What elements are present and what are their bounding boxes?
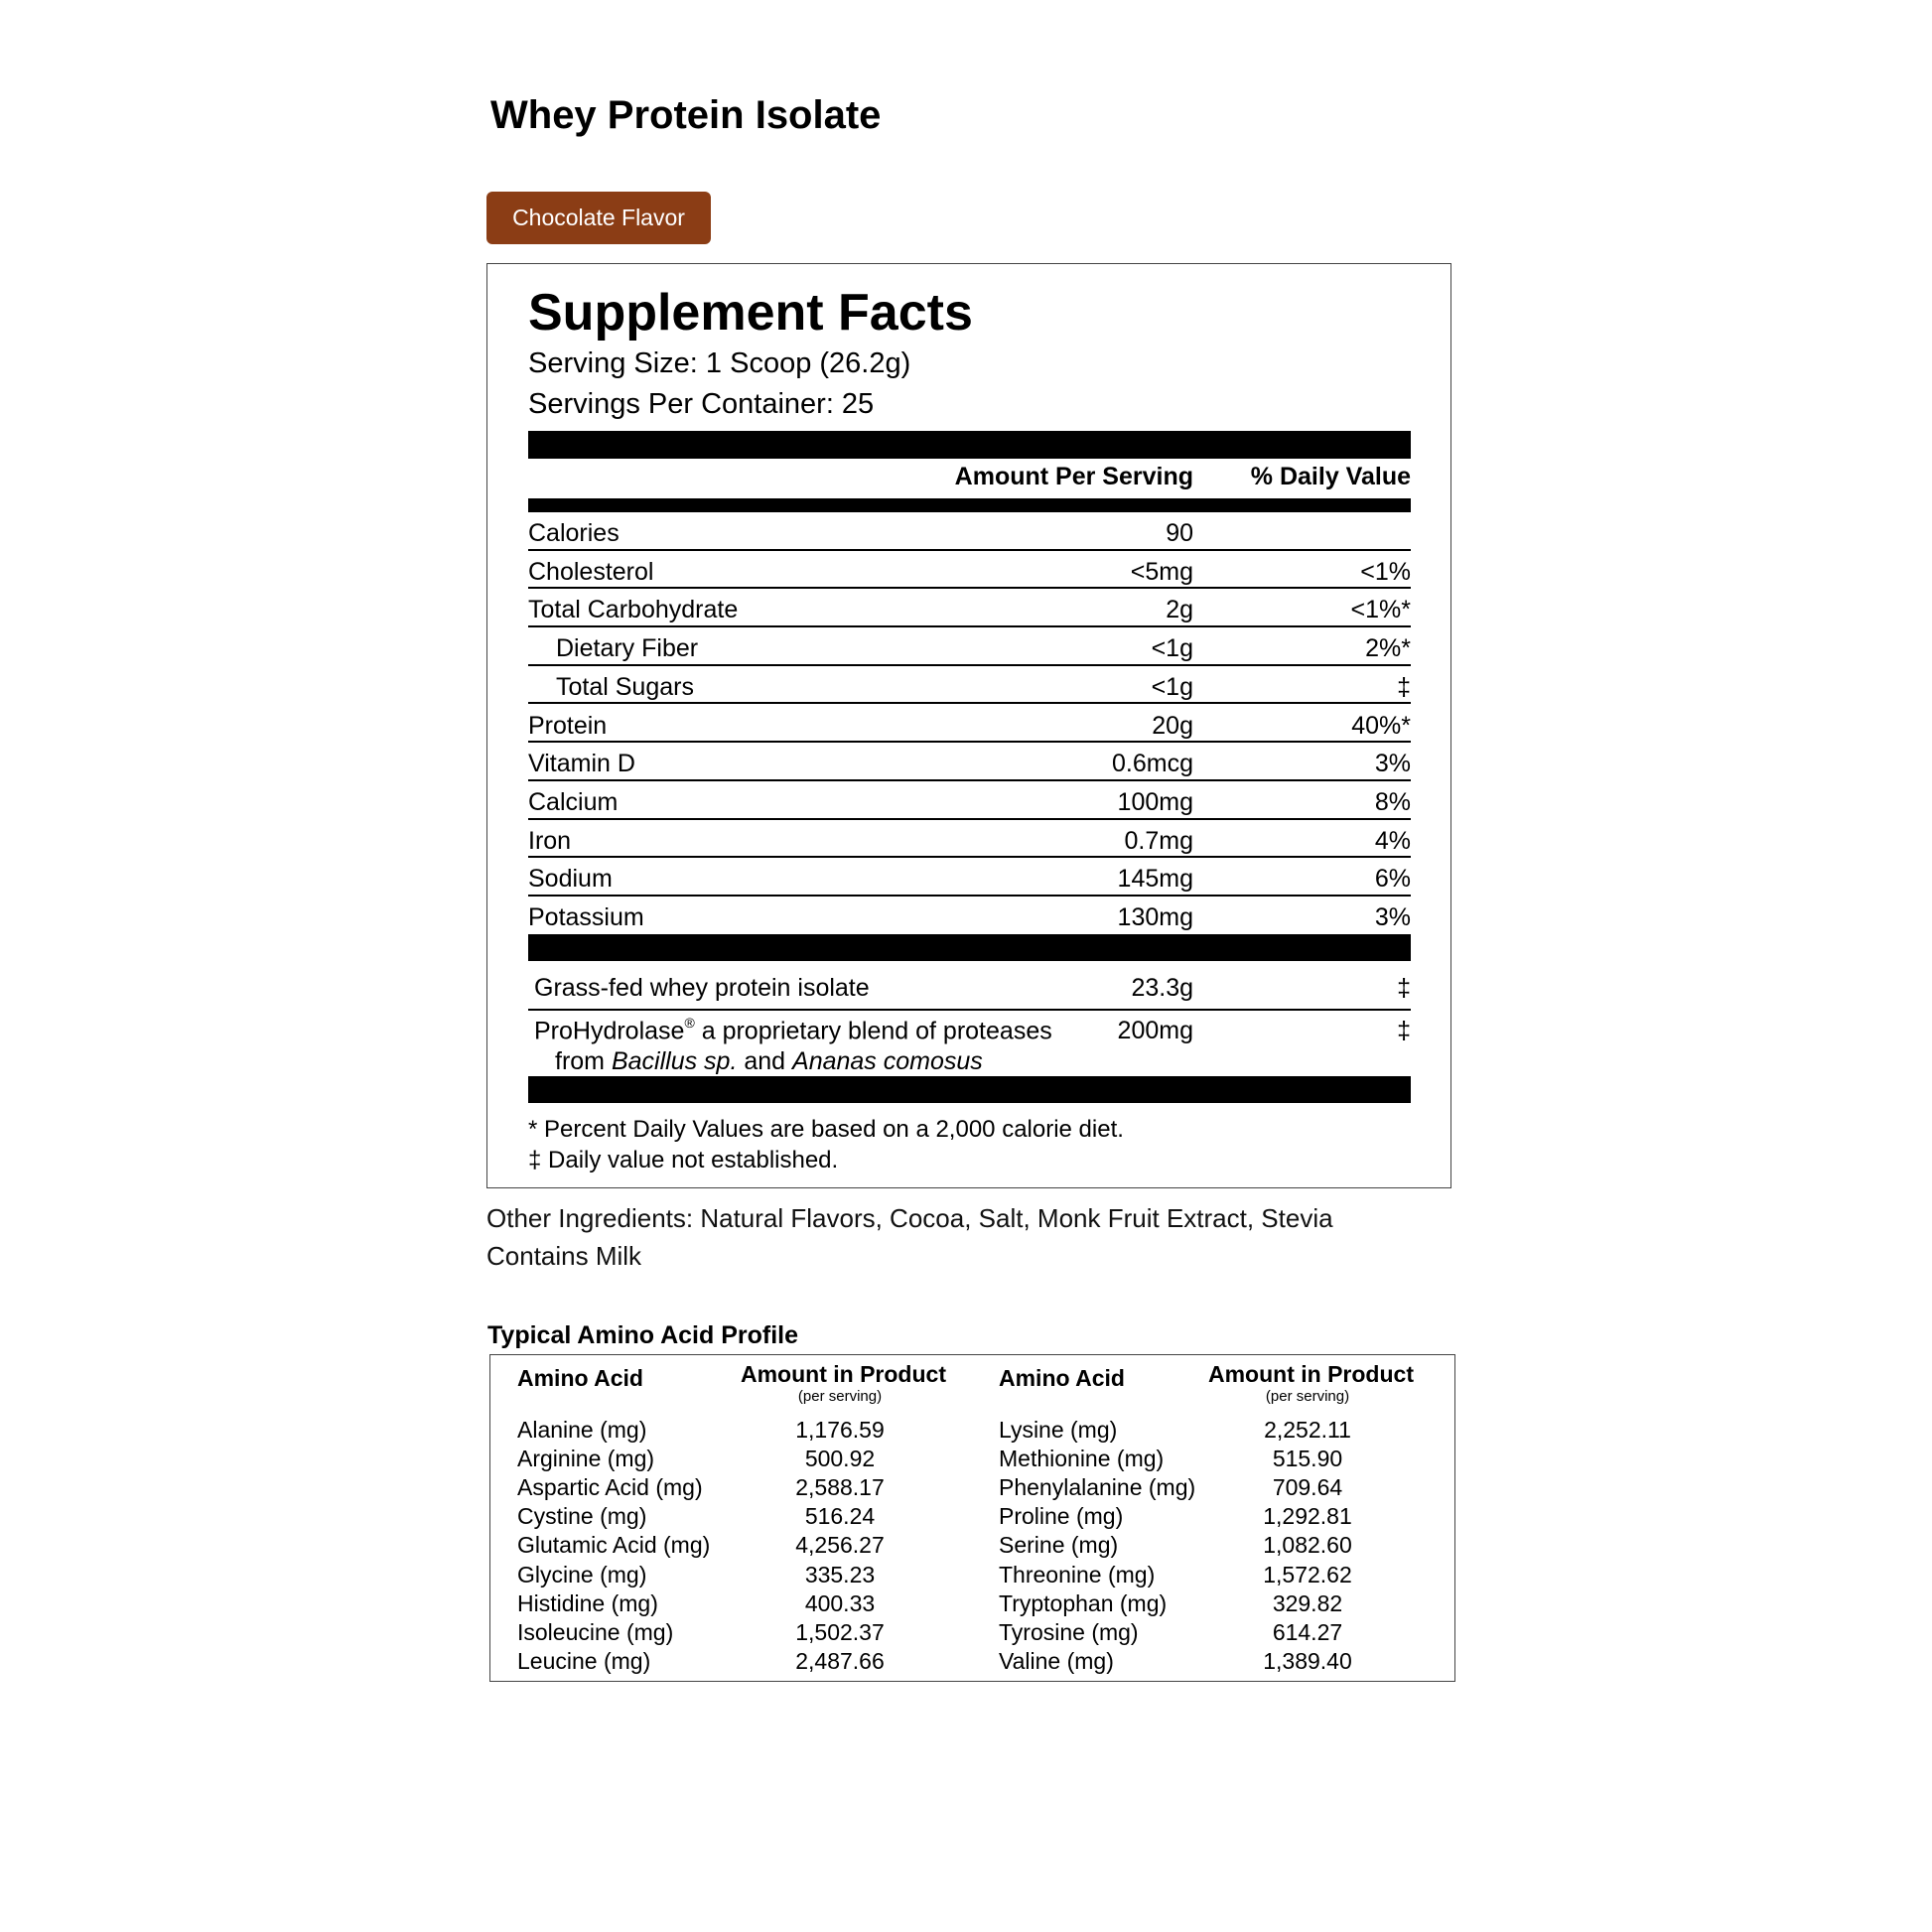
nutrient-daily-value: 3% — [1374, 750, 1411, 778]
nutrient-name: Vitamin D — [528, 750, 635, 778]
nutrient-daily-value: 3% — [1374, 903, 1411, 931]
nutrient-daily-value: 2%* — [1365, 634, 1411, 663]
nutrient-daily-value: 4% — [1374, 826, 1411, 855]
nutrient-row — [528, 551, 1411, 590]
source-species-2: Ananas comosus — [792, 1047, 983, 1075]
nutrient-name: Cholesterol — [528, 557, 654, 586]
nutrient-name: Sodium — [528, 865, 613, 894]
nutrient-row — [528, 858, 1411, 897]
nutrient-amount: <1g — [1151, 672, 1193, 701]
footnote-daily-values: * Percent Daily Values are based on a 2,000 calorie diet. — [528, 1116, 1124, 1143]
amino-acid-amount: 4,256.27 — [795, 1532, 885, 1559]
amino-acid-amount: 1,176.59 — [795, 1417, 885, 1443]
per-serving-note-left: (per serving) — [797, 1388, 883, 1405]
amino-acid-name: Tyrosine (mg) — [999, 1618, 1139, 1645]
nutrient-name: Protein — [528, 711, 608, 740]
ingredient-amount: 200mg — [1117, 1017, 1193, 1044]
amino-acid-amount: 329.82 — [1272, 1589, 1343, 1616]
amino-acid-name: Histidine (mg) — [517, 1589, 658, 1616]
nutrient-name: Calories — [528, 519, 620, 547]
amino-acid-amount: 1,502.37 — [795, 1618, 885, 1645]
nutrient-name: Total Sugars — [556, 672, 694, 701]
amino-col-header-right: Amino Acid — [999, 1365, 1125, 1391]
nutrient-amount: 2g — [1166, 596, 1193, 624]
amino-acid-name: Lysine (mg) — [999, 1417, 1118, 1443]
nutrient-name: Total Carbohydrate — [528, 596, 739, 624]
daily-value-header: % Daily Value — [1250, 463, 1411, 490]
amino-acid-amount: 2,588.17 — [795, 1474, 885, 1501]
amount-col-header-left: Amount in Product — [741, 1361, 946, 1387]
amino-acid-name: Arginine (mg) — [517, 1446, 655, 1472]
source-from: from — [555, 1047, 612, 1075]
ingredient-source-line — [555, 1047, 983, 1076]
ingredient-name — [534, 1017, 1052, 1045]
amino-acid-amount: 1,389.40 — [1263, 1647, 1352, 1674]
nutrient-amount: 90 — [1166, 519, 1193, 547]
nutrient-amount: 145mg — [1117, 865, 1193, 894]
supplement-facts-panel — [486, 263, 1451, 1188]
amino-acid-amount: 1,572.62 — [1263, 1561, 1352, 1587]
nutrient-daily-value: 8% — [1374, 787, 1411, 816]
ingredient-name-rest: a proprietary blend of proteases — [694, 1017, 1052, 1045]
amino-acid-name: Tryptophan (mg) — [999, 1589, 1168, 1616]
amino-acid-name: Valine (mg) — [999, 1647, 1114, 1674]
allergen-statement: Contains Milk — [486, 1241, 642, 1271]
ingredient-amount: 23.3g — [1131, 974, 1193, 1002]
nutrient-row — [528, 666, 1411, 705]
thick-divider-bottom — [528, 1076, 1411, 1103]
amino-profile-title: Typical Amino Acid Profile — [487, 1321, 799, 1349]
amino-acid-amount: 1,082.60 — [1263, 1532, 1352, 1559]
nutrient-row — [528, 781, 1411, 820]
ingredient-row — [528, 967, 1411, 1011]
nutrient-daily-value: <1% — [1360, 557, 1411, 586]
servings-per-container: Servings Per Container: 25 — [528, 388, 875, 420]
amino-acid-name: Threonine (mg) — [999, 1561, 1156, 1587]
nutrient-daily-value: <1%* — [1350, 596, 1411, 624]
amino-acid-name: Glutamic Acid (mg) — [517, 1532, 711, 1559]
amount-col-header-right: Amount in Product — [1208, 1361, 1414, 1387]
amino-acid-name: Glycine (mg) — [517, 1561, 647, 1587]
amino-acid-name: Alanine (mg) — [517, 1417, 647, 1443]
facts-title: Supplement Facts — [528, 284, 973, 342]
ingredient-row — [528, 1011, 1411, 1080]
source-and: and — [737, 1047, 793, 1075]
nutrient-name: Potassium — [528, 903, 644, 931]
source-species-1: Bacillus sp. — [611, 1047, 738, 1075]
nutrient-amount: 20g — [1152, 711, 1193, 740]
nutrient-daily-value: ‡ — [1397, 672, 1411, 701]
nutrient-row — [528, 512, 1411, 551]
amino-acid-amount: 2,252.11 — [1264, 1417, 1351, 1443]
nutrient-row — [528, 743, 1411, 781]
amino-acid-name: Cystine (mg) — [517, 1503, 647, 1530]
amino-acid-name: Isoleucine (mg) — [517, 1618, 674, 1645]
product-title: Whey Protein Isolate — [490, 93, 882, 137]
nutrient-name: Dietary Fiber — [556, 634, 699, 663]
amino-acid-name: Methionine (mg) — [999, 1446, 1165, 1472]
nutrient-amount: 0.6mcg — [1112, 750, 1193, 778]
nutrient-amount: <5mg — [1130, 557, 1193, 586]
nutrient-row — [528, 705, 1411, 744]
amino-acid-amount: 500.92 — [804, 1446, 876, 1472]
ingredient-dv: ‡ — [1397, 1017, 1411, 1044]
amino-acid-name: Aspartic Acid (mg) — [517, 1474, 703, 1501]
nutrient-amount: 130mg — [1117, 903, 1193, 931]
thick-divider-header — [528, 498, 1411, 512]
ingredient-dv: ‡ — [1397, 974, 1411, 1002]
amino-acid-amount: 516.24 — [804, 1503, 876, 1530]
per-serving-note-right: (per serving) — [1265, 1388, 1350, 1405]
amino-acid-amount: 2,487.66 — [795, 1647, 885, 1674]
amino-acid-amount: 614.27 — [1272, 1618, 1343, 1645]
amino-acid-amount: 709.64 — [1272, 1474, 1343, 1501]
nutrient-amount: 0.7mg — [1124, 826, 1193, 855]
footnote-not-established: ‡ Daily value not established. — [528, 1147, 839, 1173]
thick-divider-ingredients — [528, 934, 1411, 961]
nutrient-daily-value: 40%* — [1351, 711, 1411, 740]
amino-acid-amount: 400.33 — [804, 1589, 876, 1616]
serving-size: Serving Size: 1 Scoop (26.2g) — [528, 347, 911, 379]
amino-acid-amount: 335.23 — [804, 1561, 876, 1587]
amount-per-serving-header: Amount Per Serving — [954, 463, 1193, 490]
amino-acid-name: Serine (mg) — [999, 1532, 1119, 1559]
registered-mark: ® — [684, 1015, 695, 1031]
flavor-badge: Chocolate Flavor — [486, 192, 711, 244]
nutrient-row — [528, 589, 1411, 627]
nutrient-amount: 100mg — [1117, 787, 1193, 816]
amino-acid-name: Leucine (mg) — [517, 1647, 651, 1674]
ingredient-name: Grass-fed whey protein isolate — [534, 974, 870, 1002]
nutrient-daily-value: 6% — [1374, 865, 1411, 894]
amino-acid-amount: 1,292.81 — [1263, 1503, 1352, 1530]
thick-divider-top — [528, 431, 1411, 459]
other-ingredients: Other Ingredients: Natural Flavors, Cocoa, Salt, Monk Fruit Extract, Stevia — [486, 1203, 1333, 1233]
amino-acid-amount: 515.90 — [1272, 1446, 1343, 1472]
amino-profile-table — [489, 1354, 1455, 1682]
ingredient-name-prefix: ProHydrolase — [534, 1017, 685, 1045]
nutrient-name: Calcium — [528, 787, 619, 816]
amino-acid-name: Phenylalanine (mg) — [999, 1474, 1196, 1501]
nutrient-row — [528, 820, 1411, 859]
nutrient-row — [528, 897, 1411, 935]
nutrient-amount: <1g — [1151, 634, 1193, 663]
amino-acid-name: Proline (mg) — [999, 1503, 1124, 1530]
nutrient-row — [528, 627, 1411, 666]
amino-col-header-left: Amino Acid — [517, 1365, 643, 1391]
nutrient-name: Iron — [528, 826, 572, 855]
